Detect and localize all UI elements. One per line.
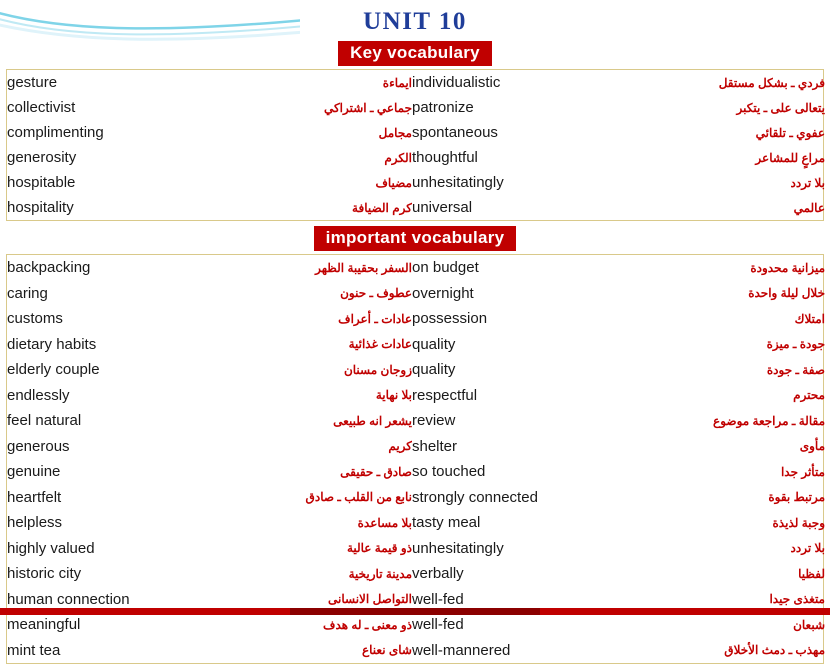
term-english: strongly connected <box>412 488 538 506</box>
term-arabic: مجامل <box>378 125 412 140</box>
term-english: quality <box>412 361 456 379</box>
term-arabic: نابع من القلب ـ صادق <box>305 490 412 505</box>
section-banner-important-vocabulary: important vocabulary <box>314 226 517 251</box>
term-arabic: متغذى جيدا <box>769 592 825 607</box>
footer-bar <box>0 608 830 615</box>
term-arabic: كرم الضيافة <box>352 200 412 215</box>
table-row <box>7 434 825 460</box>
table-row <box>7 70 825 95</box>
term-arabic: ذو قيمة عالية <box>346 541 412 556</box>
term-english: endlessly <box>7 386 70 404</box>
table-row <box>7 255 825 281</box>
term-english: hospitable <box>7 174 76 191</box>
term-english: thoughtful <box>412 149 478 166</box>
term-arabic: صادق ـ حقيقى <box>340 464 412 479</box>
important-vocabulary-table <box>7 255 825 663</box>
term-english: spontaneous <box>412 124 498 141</box>
term-english: caring <box>7 284 48 302</box>
term-arabic: متأثر جدا <box>780 464 825 479</box>
term-arabic: صفة ـ جودة <box>766 362 825 377</box>
table-row <box>7 357 825 383</box>
term-english: individualistic <box>412 74 501 91</box>
important-vocabulary-table-box <box>6 254 824 664</box>
table-row <box>7 195 825 220</box>
term-arabic: مأوى <box>799 439 825 454</box>
table-row <box>7 638 825 664</box>
term-arabic: مضياف <box>375 175 412 190</box>
term-english: generous <box>7 437 70 455</box>
term-arabic: الكرم <box>384 150 412 165</box>
table-row <box>7 536 825 562</box>
term-arabic: مدينة تاريخية <box>348 566 412 581</box>
term-english: well-fed <box>412 616 464 634</box>
term-arabic: السفر بحقيبة الظهر <box>315 260 412 275</box>
term-arabic: مرتبط بقوة <box>768 490 825 505</box>
important-vocabulary-banner-wrap <box>0 226 830 251</box>
term-english: so touched <box>412 463 486 481</box>
term-english: patronize <box>412 99 474 116</box>
term-arabic: جماعي ـ اشتراكي <box>323 100 412 115</box>
table-row <box>7 281 825 307</box>
table-row <box>7 332 825 358</box>
term-english: hospitality <box>7 199 74 216</box>
table-row <box>7 408 825 434</box>
table-row <box>7 383 825 409</box>
term-arabic: التواصل الانسانى <box>328 592 412 607</box>
term-arabic: عطوف ـ حنون <box>340 286 412 301</box>
term-arabic: شبعان <box>793 617 825 632</box>
term-arabic: امتلاك <box>794 311 825 326</box>
term-english: complimenting <box>7 124 104 141</box>
term-arabic: ميزانية محدودة <box>750 260 825 275</box>
term-english: verbally <box>412 565 464 583</box>
term-arabic: عالمي <box>793 200 825 215</box>
term-english: unhesitatingly <box>412 539 504 557</box>
term-english: historic city <box>7 565 82 583</box>
key-vocabulary-table-box <box>6 69 824 221</box>
table-row <box>7 145 825 170</box>
term-english: gesture <box>7 74 58 91</box>
page-title: UNIT 10 <box>363 8 467 35</box>
term-arabic: فردي ـ بشكل مستقل <box>718 75 825 90</box>
term-arabic: مهذب ـ دمث الأخلاق <box>724 643 825 658</box>
term-english: overnight <box>412 284 474 302</box>
table-row <box>7 459 825 485</box>
term-arabic: كريم <box>388 439 412 454</box>
table-row <box>7 120 825 145</box>
term-arabic: لفظيا <box>798 566 825 581</box>
footer-bar-accent <box>290 608 540 615</box>
worksheet-page <box>0 8 830 659</box>
term-english: heartfelt <box>7 488 62 506</box>
table-row <box>7 170 825 195</box>
table-row <box>7 561 825 587</box>
term-arabic: خلال ليلة واحدة <box>748 286 825 301</box>
table-row <box>7 485 825 511</box>
term-english: generosity <box>7 149 77 166</box>
term-english: backpacking <box>7 259 91 277</box>
table-row <box>7 95 825 120</box>
term-english: customs <box>7 310 63 328</box>
table-row <box>7 510 825 536</box>
term-english: feel natural <box>7 412 82 430</box>
term-english: quality <box>412 335 456 353</box>
key-vocabulary-banner-wrap <box>0 41 830 66</box>
term-arabic: ذو معنى ـ له هدف <box>323 617 412 632</box>
term-english: elderly couple <box>7 361 100 379</box>
term-arabic: وجبة لذيذة <box>772 515 825 530</box>
term-english: tasty meal <box>412 514 481 532</box>
term-english: collectivist <box>7 99 76 116</box>
term-english: genuine <box>7 463 61 481</box>
term-english: highly valued <box>7 539 95 557</box>
term-arabic: بلا مساعدة <box>357 515 412 530</box>
term-english: on budget <box>412 259 479 277</box>
term-arabic: عفوي ـ تلقائي <box>755 125 825 140</box>
term-arabic: مراعٍ للمشاعر <box>755 150 825 165</box>
term-arabic: عادات ـ أعراف <box>338 311 412 326</box>
term-english: shelter <box>412 437 458 455</box>
term-english: meaningful <box>7 616 81 634</box>
term-arabic: يشعر انه طبيعى <box>333 413 412 428</box>
term-arabic: زوجان مسنان <box>343 362 412 377</box>
term-english: review <box>412 412 456 430</box>
term-english: mint tea <box>7 641 61 659</box>
term-arabic: شاى نعناع <box>361 643 412 658</box>
term-arabic: بلا تردد <box>790 541 825 556</box>
term-arabic: جودة ـ ميزة <box>766 337 825 352</box>
term-english: well-mannered <box>412 641 511 659</box>
term-english: well-fed <box>412 590 464 608</box>
term-arabic: يتعالى على ـ يتكبر <box>736 100 825 115</box>
term-english: human connection <box>7 590 130 608</box>
term-arabic: بلا تردد <box>790 175 825 190</box>
section-banner-key-vocabulary: Key vocabulary <box>338 41 492 66</box>
term-english: dietary habits <box>7 335 97 353</box>
term-english: respectful <box>412 386 478 404</box>
term-arabic: عادات غذائية <box>348 337 412 352</box>
key-vocabulary-table <box>7 70 825 220</box>
term-english: helpless <box>7 514 63 532</box>
term-arabic: بلا نهاية <box>375 388 412 403</box>
term-arabic: مقالة ـ مراجعة موضوع <box>713 413 825 428</box>
term-arabic: محترم <box>793 388 825 403</box>
term-english: possession <box>412 310 488 328</box>
term-arabic: ايماءة <box>382 75 412 90</box>
term-english: universal <box>412 199 473 216</box>
table-row <box>7 612 825 638</box>
term-english: unhesitatingly <box>412 174 504 191</box>
table-row <box>7 306 825 332</box>
